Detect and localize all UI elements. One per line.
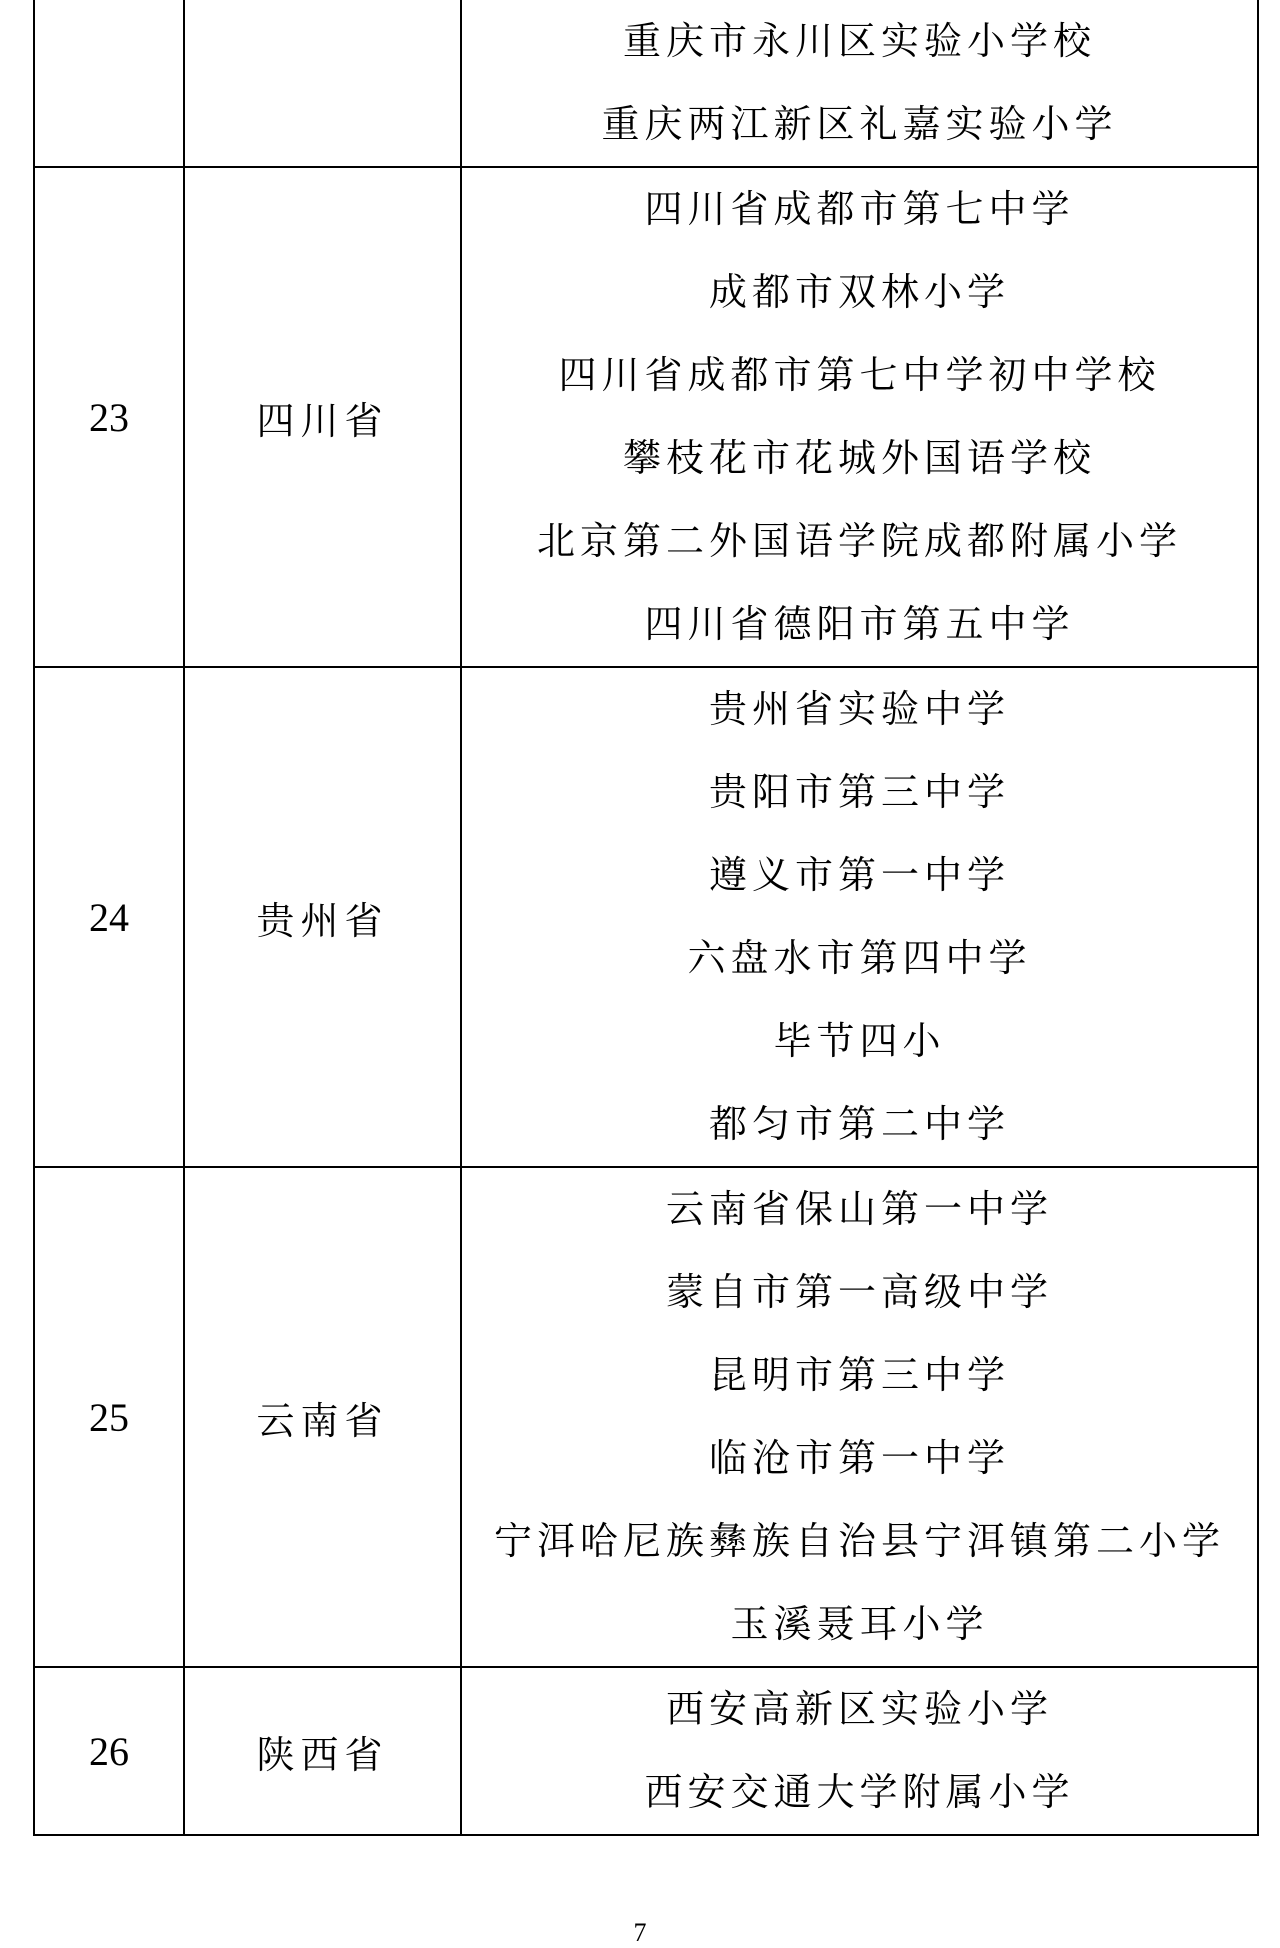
page-number: 7 — [633, 1918, 647, 1947]
table-row — [34, 1667, 1258, 1835]
school-name: 临沧市第一中学 — [708, 1436, 1010, 1480]
school-name: 蒙自市第一高级中学 — [665, 1270, 1053, 1314]
school-list-table — [33, 0, 1259, 1836]
school-name: 遵义市第一中学 — [708, 853, 1010, 897]
school-list-cell — [461, 667, 1258, 1167]
province-cell: 贵州省 — [184, 667, 461, 1167]
school-name: 重庆两江新区礼嘉实验小学 — [601, 102, 1118, 146]
school-name: 玉溪聂耳小学 — [730, 1602, 989, 1646]
province-cell: 云南省 — [184, 1167, 461, 1667]
school-name: 四川省成都市第七中学 — [644, 187, 1075, 231]
row-number-cell: 23 — [34, 167, 184, 667]
school-name: 宁洱哈尼族彝族自治县宁洱镇第二小学 — [493, 1519, 1225, 1563]
row-number-cell: 26 — [34, 1667, 184, 1835]
table-row — [34, 0, 1258, 167]
province-cell: 陕西省 — [184, 1667, 461, 1835]
school-name: 贵州省实验中学 — [708, 687, 1010, 731]
table-row — [34, 167, 1258, 667]
school-name: 四川省德阳市第五中学 — [644, 602, 1075, 646]
school-list-cell — [461, 1667, 1258, 1835]
school-name: 昆明市第三中学 — [708, 1353, 1010, 1397]
province-cell — [184, 0, 461, 167]
table-row — [34, 667, 1258, 1167]
school-name: 都匀市第二中学 — [708, 1102, 1010, 1146]
school-table-container — [33, 0, 1257, 1836]
school-name: 重庆市永川区实验小学校 — [622, 19, 1096, 63]
school-name: 攀枝花市花城外国语学校 — [622, 436, 1096, 480]
school-name: 四川省成都市第七中学初中学校 — [558, 353, 1161, 397]
school-name: 毕节四小 — [773, 1019, 946, 1063]
school-name: 成都市双林小学 — [708, 270, 1010, 314]
school-name: 西安高新区实验小学 — [665, 1687, 1053, 1731]
province-cell: 四川省 — [184, 167, 461, 667]
school-list-cell — [461, 1167, 1258, 1667]
school-list-cell — [461, 0, 1258, 167]
row-number-cell — [34, 0, 184, 167]
school-name: 云南省保山第一中学 — [665, 1187, 1053, 1231]
school-list-cell — [461, 167, 1258, 667]
school-name: 北京第二外国语学院成都附属小学 — [536, 519, 1182, 563]
school-name: 西安交通大学附属小学 — [644, 1770, 1075, 1814]
school-name: 贵阳市第三中学 — [708, 770, 1010, 814]
row-number-cell: 25 — [34, 1167, 184, 1667]
row-number-cell: 24 — [34, 667, 184, 1167]
table-row — [34, 1167, 1258, 1667]
school-name: 六盘水市第四中学 — [687, 936, 1032, 980]
